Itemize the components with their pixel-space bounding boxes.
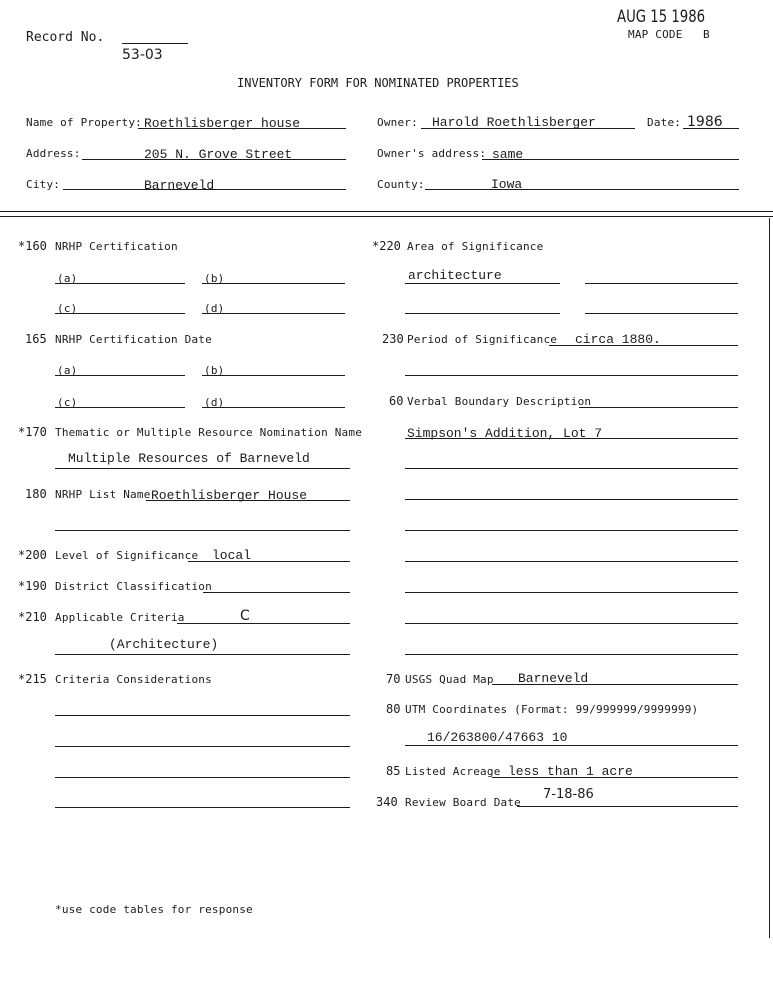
- field-220-line-2: [585, 283, 738, 284]
- field-85-number: 85: [386, 764, 401, 778]
- field-170-label: Thematic or Multiple Resource Nomination Name: [55, 426, 363, 439]
- field-70-label: USGS Quad Map: [405, 673, 494, 686]
- field-160-sub-b: (b): [204, 272, 225, 285]
- record-number-line: [122, 43, 188, 44]
- field-160-line-a: [55, 283, 185, 284]
- field-180-number: 180: [25, 487, 47, 501]
- field-210-line: [177, 623, 350, 624]
- property-name-value: Roethlisberger house: [144, 116, 301, 131]
- map-code-label: MAP CODE: [628, 28, 683, 41]
- field-85-value: less than 1 acre: [508, 764, 633, 779]
- field-200-line: [188, 561, 350, 562]
- section-divider-bottom: [0, 216, 773, 217]
- county-label: County:: [377, 178, 425, 191]
- owner-address-label: Owner's address:: [377, 147, 487, 160]
- field-230-number: 230: [382, 332, 404, 346]
- field-80-line: [405, 745, 738, 746]
- field-230-label: Period of Significance: [407, 333, 558, 346]
- field-215-line-3: [55, 777, 350, 778]
- field-170-number: *170: [18, 425, 47, 439]
- field-180-label: NRHP List Name: [55, 488, 151, 501]
- owner-address-value: same: [492, 147, 524, 162]
- field-60-line-5: [405, 530, 738, 531]
- address-value: 205 N. Grove Street: [144, 147, 293, 162]
- property-name-line: [138, 128, 346, 129]
- field-60-line-4: [405, 499, 738, 500]
- field-160-label: NRHP Certification: [55, 240, 178, 253]
- field-60-line-7: [405, 592, 738, 593]
- field-170-value: Multiple Resources of Barneveld: [68, 451, 310, 466]
- field-165-line-c: [55, 407, 185, 408]
- form-title: INVENTORY FORM FOR NOMINATED PROPERTIES: [237, 76, 519, 90]
- field-220-line-1: [405, 283, 560, 284]
- field-60-line-8: [405, 623, 738, 624]
- field-160-sub-c: (c): [57, 302, 78, 315]
- field-215-number: *215: [18, 672, 47, 686]
- field-165-line-b: [202, 375, 345, 376]
- field-220-number: *220: [372, 239, 401, 253]
- field-200-label: Level of Significance: [55, 549, 199, 562]
- field-210-value: C: [240, 608, 250, 624]
- field-210-number: *210: [18, 610, 47, 624]
- field-160-sub-a: (a): [57, 272, 78, 285]
- field-160-line-b: [202, 283, 345, 284]
- owner-value: Harold Roethlisberger: [432, 115, 596, 130]
- field-60-number: 60: [389, 394, 404, 408]
- field-60-value: Simpson's Addition, Lot 7: [407, 426, 603, 441]
- date-line: [683, 128, 739, 129]
- record-number-value: 53-03: [122, 47, 163, 63]
- field-220-label: Area of Significance: [407, 240, 544, 253]
- field-70-number: 70: [386, 672, 401, 686]
- field-70-value: Barneveld: [518, 671, 589, 686]
- field-165-line-d: [202, 407, 345, 408]
- owner-label: Owner:: [377, 116, 418, 129]
- record-number-label: Record No.: [26, 30, 105, 45]
- field-215-line-4: [55, 807, 350, 808]
- field-165-sub-b: (b): [204, 364, 225, 377]
- date-value: 1986: [687, 114, 723, 130]
- field-210-label: Applicable Criteria: [55, 611, 185, 624]
- field-165-line-a: [55, 375, 185, 376]
- owner-address-line: [482, 159, 739, 160]
- field-60-line-3: [405, 468, 738, 469]
- field-60-line-2: [405, 438, 738, 439]
- footer-note: *use code tables for response: [55, 903, 253, 916]
- field-165-sub-a: (a): [57, 364, 78, 377]
- field-340-value: 7-18-86: [543, 787, 594, 802]
- field-220-value: architecture: [408, 268, 502, 283]
- section-divider-top: [0, 211, 773, 212]
- field-180-line-1: [146, 500, 350, 501]
- field-80-value: 16/263800/47663 10: [427, 730, 568, 745]
- city-label: City:: [26, 178, 61, 191]
- field-340-number: 340: [376, 795, 398, 809]
- field-200-value: local: [212, 548, 252, 563]
- field-230-value: circa 1880.: [575, 332, 661, 347]
- field-60-line-6: [405, 561, 738, 562]
- field-190-label: District Classification: [55, 580, 212, 593]
- field-220-line-4: [585, 313, 738, 314]
- field-190-number: *190: [18, 579, 47, 593]
- field-85-label: Listed Acreage: [405, 765, 501, 778]
- field-60-label: Verbal Boundary Description: [407, 395, 592, 408]
- field-215-line-2: [55, 746, 350, 747]
- field-85-line: [492, 777, 738, 778]
- field-160-line-d: [202, 313, 345, 314]
- property-name-label: Name of Property:: [26, 116, 142, 129]
- city-value: Barneveld: [144, 178, 215, 193]
- field-230-line-2: [405, 375, 738, 376]
- field-160-line-c: [55, 313, 185, 314]
- city-line: [63, 189, 346, 190]
- map-code-value: B: [703, 28, 710, 41]
- field-215-line-1: [55, 715, 350, 716]
- received-date-stamp: AUG 15 1986: [617, 7, 706, 27]
- field-80-number: 80: [386, 702, 401, 716]
- field-210-note: (Architecture): [109, 637, 219, 652]
- field-60-line-1: [579, 407, 738, 408]
- field-70-line: [492, 684, 738, 685]
- field-165-label: NRHP Certification Date: [55, 333, 212, 346]
- address-label: Address:: [26, 147, 81, 160]
- field-230-line-1: [549, 345, 738, 346]
- page-edge-mark: [769, 218, 770, 938]
- field-80-label: UTM Coordinates (Format: 99/999999/9999999): [405, 703, 699, 716]
- field-220-line-3: [405, 313, 560, 314]
- date-label: Date:: [647, 116, 682, 129]
- county-line: [425, 189, 739, 190]
- field-180-value: Roethlisberger House: [151, 488, 308, 503]
- owner-line: [421, 128, 635, 129]
- field-180-line-2: [55, 530, 350, 531]
- field-200-number: *200: [18, 548, 47, 562]
- field-190-line: [203, 592, 350, 593]
- field-60-line-9: [405, 654, 738, 655]
- field-165-sub-d: (d): [204, 396, 225, 409]
- field-340-line: [517, 806, 738, 807]
- field-340-label: Review Board Date: [405, 796, 521, 809]
- county-value: Iowa: [491, 177, 523, 192]
- field-165-number: 165: [25, 332, 47, 346]
- field-160-number: *160: [18, 239, 47, 253]
- address-line: [82, 159, 346, 160]
- field-215-label: Criteria Considerations: [55, 673, 212, 686]
- field-210-note-line: [55, 654, 350, 655]
- field-160-sub-d: (d): [204, 302, 225, 315]
- field-170-line: [55, 468, 350, 469]
- field-165-sub-c: (c): [57, 396, 78, 409]
